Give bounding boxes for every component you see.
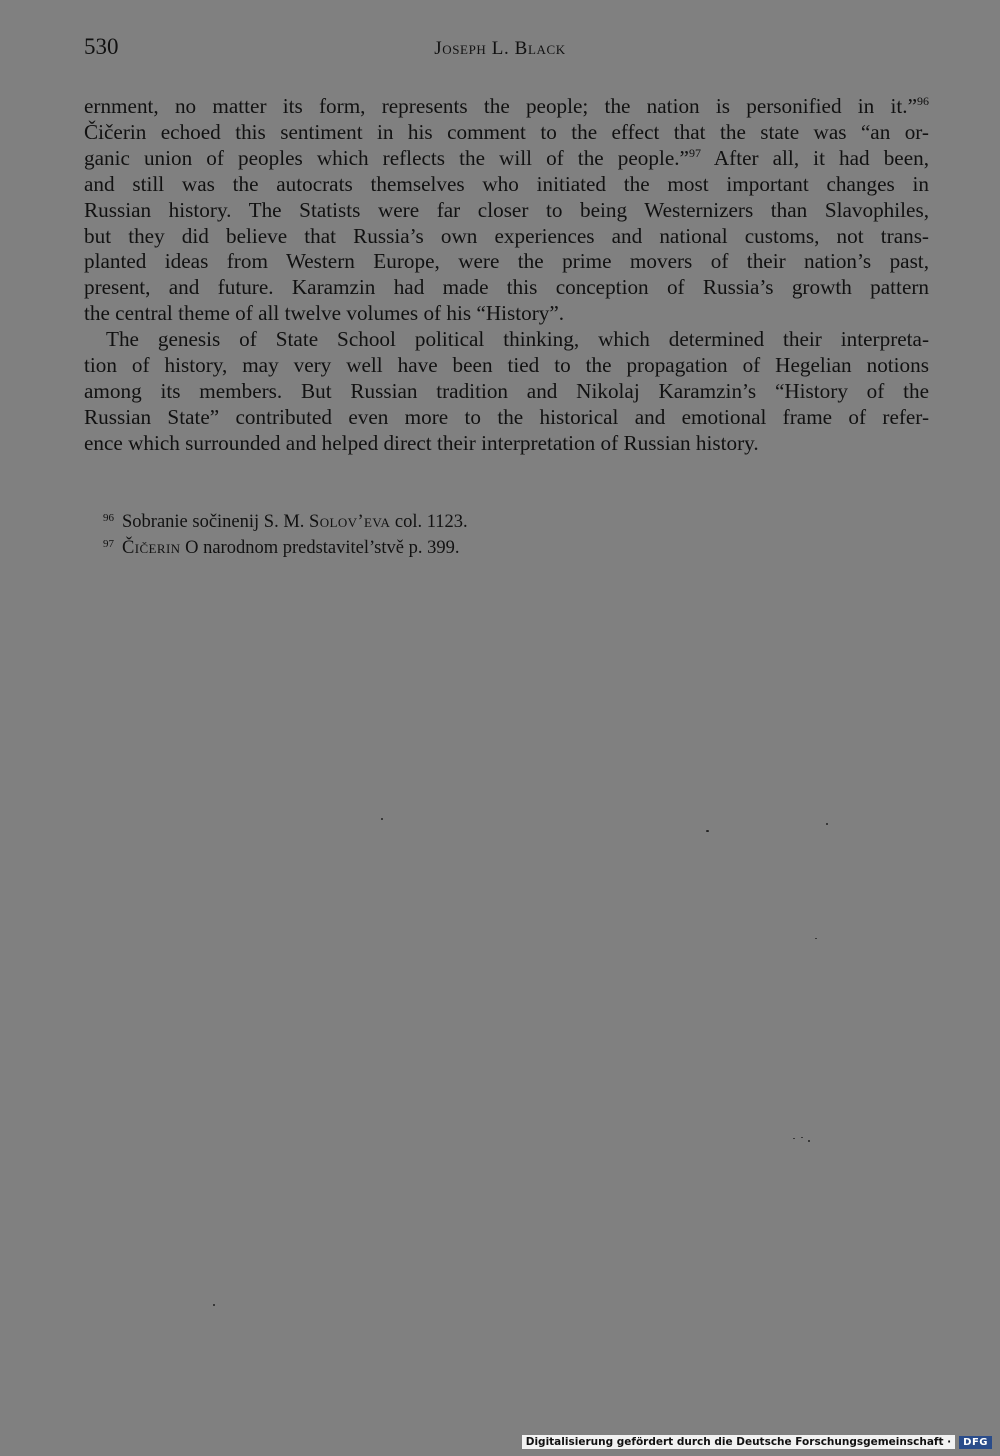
scan-speck <box>793 1138 795 1139</box>
scan-speck <box>213 1304 215 1306</box>
text-line-9: the central theme of all twelve volumes of his “History”. <box>84 301 565 326</box>
text-line-8: present, and future. Karamzin had made this conception of Russia’s growth pattern <box>84 275 929 300</box>
text-line-6: but they did believe that Russia’s own experiences and national customs, not trans- <box>84 223 929 248</box>
body-text <box>84 94 929 457</box>
scan-speck <box>808 1140 810 1142</box>
text-line-12: among its members. But Russian tradition and Nikolaj Karamzin’s “History of the <box>84 378 929 403</box>
text-line-2: Čičerin echoed this sentiment in his comment to the effect that the state was “an or- <box>84 119 929 144</box>
footnote-number: 97 <box>103 538 114 550</box>
page-number: 530 <box>84 34 119 59</box>
scan-speck <box>381 818 383 820</box>
text-line-3: ganic union of peoples which reflects the will of the people.”$^{97}$ After all, it had been, <box>84 145 929 170</box>
scan-speck <box>706 830 709 832</box>
text-line-1: ernment, no matter its form, represents the people; the nation is personified in it.”$^{96}$ <box>84 94 929 118</box>
footnotes <box>103 507 703 559</box>
footnote-number: 96 <box>103 512 114 524</box>
text-line-5: Russian history. The Statists were far closer to being Westernizers than Slavophiles, <box>84 197 929 222</box>
footnote-ref-96[interactable]: 96 <box>917 94 929 108</box>
text-line-13: Russian State” contributed even more to the historical and emotional frame of refer- <box>84 404 929 429</box>
text-line-14: ence which surrounded and helped direct their interpretation of Russian history. <box>84 430 759 455</box>
footnote-97: $^{97}$ Čičerin O narodnom predstavitel’stvě p. 399. <box>103 538 460 558</box>
footnote-ref-97[interactable]: 97 <box>688 145 701 160</box>
text-line-4: and still was the autocrats themselves who initiated the most important changes in <box>84 171 929 196</box>
scan-speck <box>801 1137 803 1138</box>
funding-note: Digitalisierung gefördert durch die Deutsche Forschungsgemeinschaft · <box>522 1435 955 1449</box>
text-line-10: The genesis of State School political thinking, which determined their interpreta- <box>106 327 929 352</box>
scan-speck <box>815 938 817 939</box>
running-head: Joseph L. Black <box>434 38 566 59</box>
funding-footer <box>522 1432 992 1452</box>
footnote-96: $^{96}$ Sobranie sočinenij S. M. Solov’eva col. 1123. <box>103 512 468 532</box>
text-line-11: tion of history, may very well have been tied to the propagation of Hegelian notions <box>84 353 929 378</box>
text-line-7: planted ideas from Western Europe, were the prime movers of their nation’s past, <box>84 249 929 274</box>
scan-speck <box>826 823 828 825</box>
dfg-logo: DFG <box>959 1436 992 1449</box>
